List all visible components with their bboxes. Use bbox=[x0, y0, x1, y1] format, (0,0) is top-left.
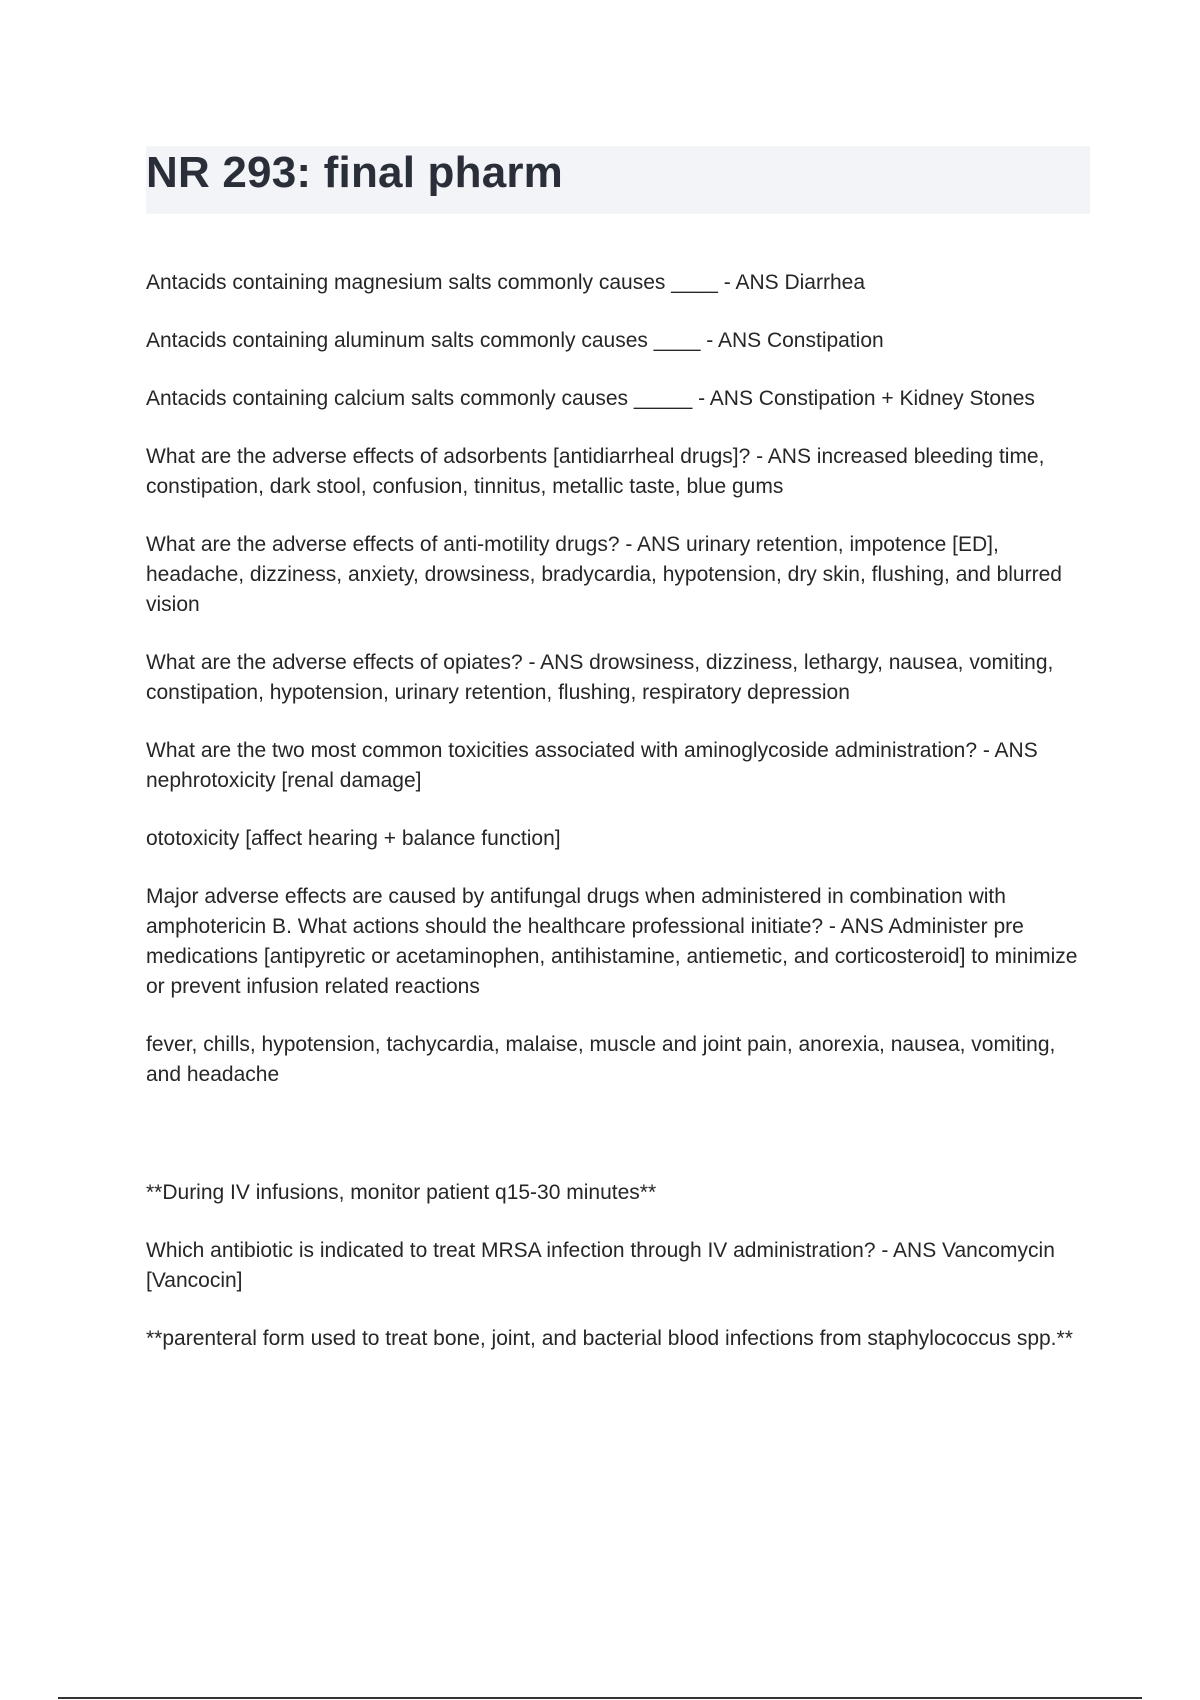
flashcard-entry: What are the adverse effects of anti-motility drugs? - ANS urinary retention, impotence [ED], headache, dizziness, anxiety, drowsiness, bradycardia, hypotension, dry skin, flushing, and blurred vision bbox=[146, 533, 1062, 616]
flashcard-entry: What are the adverse effects of opiates? - ANS drowsiness, dizziness, lethargy, nausea, vomiting, constipation, hypotension, urinary retention, flushing, respiratory depression bbox=[146, 651, 1054, 704]
flashcard-entry: Major adverse effects are caused by antifungal drugs when administered in combination with amphotericin B. What actions should the healthcare professional initiate? - ANS Administer pre medications [antipyretic or acetaminophen, antihistamine, antiemetic, and corticosteroid] to minimize or prevent infusion related reactions bbox=[146, 885, 1078, 998]
flashcard-list bbox=[146, 268, 1090, 1382]
footer-divider bbox=[58, 1697, 1142, 1699]
flashcard-entry: What are the adverse effects of adsorbents [antidiarrheal drugs]? - ANS increased bleeding time, constipation, dark stool, confusion, tinnitus, metallic taste, blue gums bbox=[146, 445, 1045, 498]
flashcard-entry: Antacids containing calcium salts commonly causes _____ - ANS Constipation + Kidney Stones bbox=[146, 387, 1035, 410]
flashcard-entry: **parenteral form used to treat bone, joint, and bacterial blood infections from staphylococcus spp.** bbox=[146, 1327, 1073, 1350]
flashcard-entry: **During IV infusions, monitor patient q15-30 minutes** bbox=[146, 1181, 657, 1204]
flashcard-entry: Antacids containing magnesium salts commonly causes ____ - ANS Diarrhea bbox=[146, 271, 866, 294]
flashcard-entry: ototoxicity [affect hearing + balance function] bbox=[146, 827, 561, 850]
flashcard-entry: What are the two most common toxicities associated with aminoglycoside administration? - ANS nephrotoxicity [renal damage] bbox=[146, 739, 1038, 792]
flashcard-entry: Antacids containing aluminum salts commonly causes ____ - ANS Constipation bbox=[146, 329, 884, 352]
page-title: NR 293: final pharm bbox=[146, 148, 564, 197]
flashcard-entry: Which antibiotic is indicated to treat MRSA infection through IV administration? - ANS Vancomycin [Vancocin] bbox=[146, 1239, 1055, 1292]
flashcard-entry: fever, chills, hypotension, tachycardia, malaise, muscle and joint pain, anorexia, nausea, vomiting, and headache bbox=[146, 1033, 1056, 1086]
